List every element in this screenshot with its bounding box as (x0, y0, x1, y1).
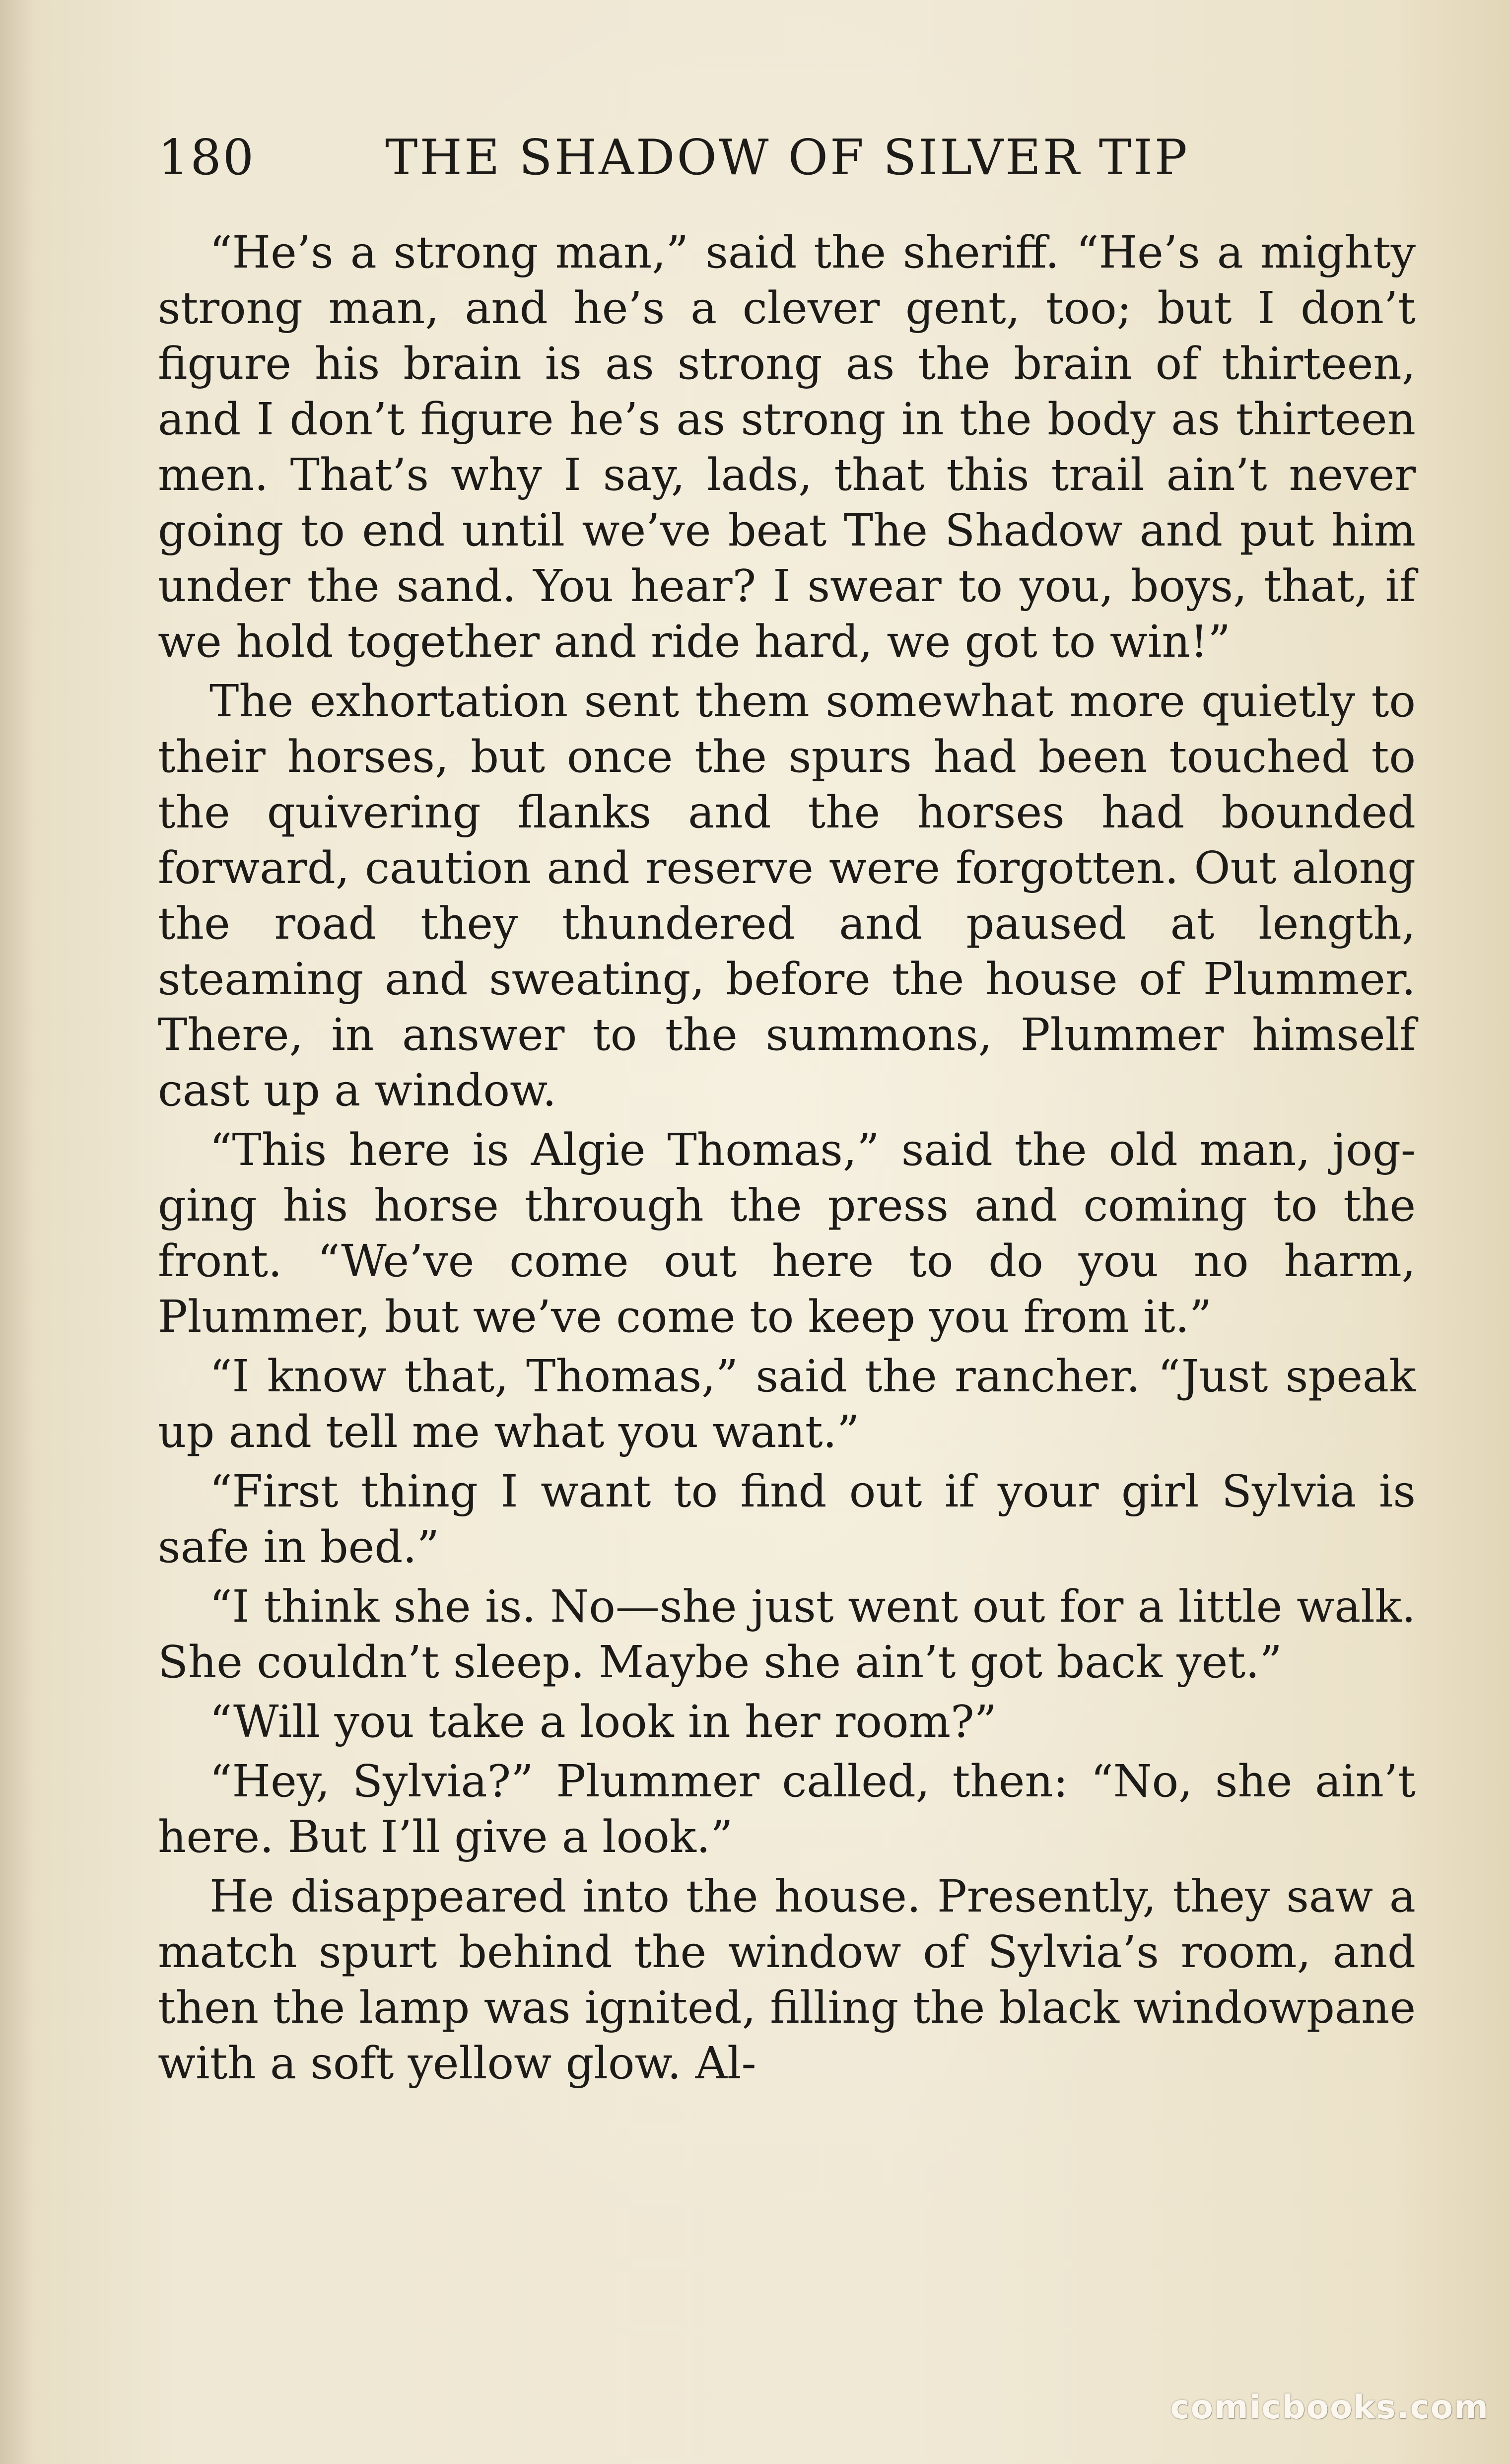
paragraph: He disappeared into the house. Presently, they saw a match spurt behind the window of Sylvia’s room, and then the lamp was ignited, filling the black windowpane with a soft yellow glow. Al- (158, 1870, 1416, 2089)
paragraph: “He’s a strong man,” said the sheriff. “He’s a mighty strong man, and he’s a clever gent, too; but I don’t figure his brain is as strong as the brain of thirteen, and I don’t figure he’s as strong in the body as thirteen men. That’s why I say, lads, that this trail ain’t never going to end until we’ve beat The Shadow and put him under the sand. You hear? I swear to you, boys, that, if we hold together and ride hard, we got to win!” (158, 226, 1416, 667)
watermark: comicbooks.com (1170, 2388, 1489, 2426)
page-number: 180 (158, 130, 256, 186)
paragraph: “I know that, Thomas,” said the rancher. “Just speak up and tell me what you want.” (158, 1350, 1416, 1457)
paragraph: “First thing I want to find out if your girl Sylvia is safe in bed.” (158, 1465, 1416, 1573)
running-head (158, 118, 1416, 198)
page-spine-shadow (0, 0, 35, 2464)
paragraph: “Hey, Sylvia?” Plummer called, then: “No, she ain’t here. But I’ll give a look.” (158, 1755, 1416, 1862)
paragraph: “This here is Algie Thomas,” said the old man, jogging his horse through the press and coming to the front. “We’ve come out here to do you no harm, Plummer, but we’ve come to keep you from it.” (158, 1124, 1416, 1342)
paragraph: “I think she is. No—she just went out for a little walk. She couldn’t sleep. Maybe she ain’t got back yet.” (158, 1580, 1416, 1688)
paragraph: The exhortation sent them somewhat more quietly to their horses, but once the spurs had been touched to the quivering flanks and the horses had bounded forward, caution and reserve were forgotten. Out along the road they thundered and paused at length, steaming and sweating, before the house of Plummer. There, in answer to the summons, Plummer himself cast up a window. (158, 675, 1416, 1116)
paragraph: “Will you take a look in her room?” (209, 1696, 997, 1747)
body-text (158, 224, 1416, 2095)
book-title: THE SHADOW OF SILVER TIP (385, 130, 1189, 186)
